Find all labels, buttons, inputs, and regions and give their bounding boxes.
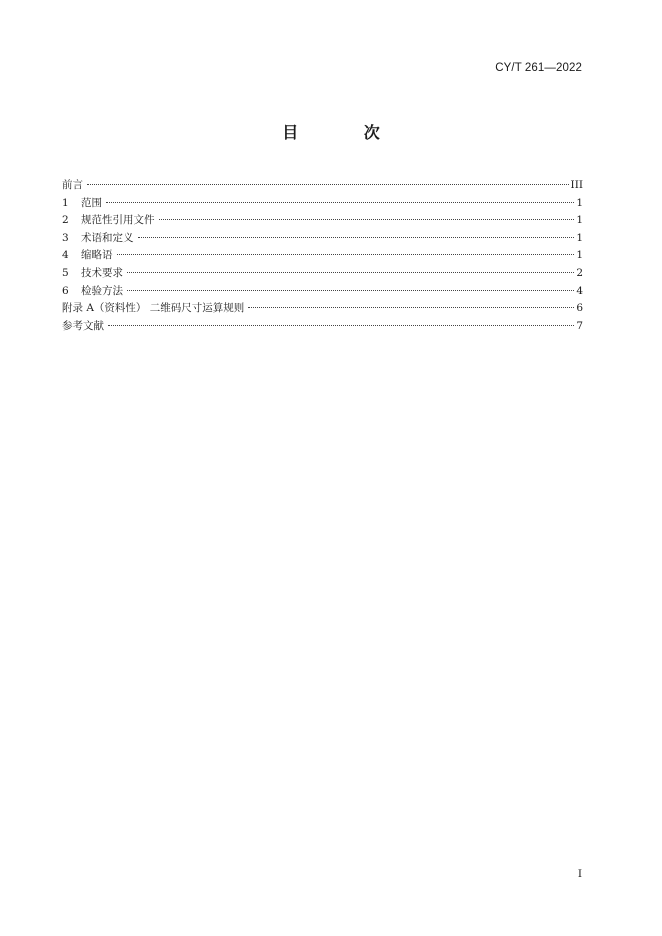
toc-entry-label: 术语和定义 [81, 231, 134, 244]
toc-entry-page: 1 [576, 231, 583, 244]
toc-entry-number: 3 [62, 231, 69, 244]
toc-entry-number: 2 [62, 214, 69, 227]
toc-entry-number: 1 [62, 196, 69, 209]
toc-leader-dots [138, 236, 575, 238]
page-number: I [577, 868, 582, 880]
toc-leader-dots [117, 253, 575, 255]
toc-entry-foreword[interactable] [62, 177, 583, 195]
toc-entry-test-methods[interactable] [62, 283, 583, 301]
toc-leader-dots [127, 271, 574, 273]
toc-entry-number: 6 [62, 284, 69, 297]
toc-entry-page: III [570, 179, 583, 191]
toc-entry-abbreviations[interactable] [62, 247, 583, 265]
toc-entry-number: 5 [62, 266, 69, 279]
toc-entry-page: 4 [576, 284, 583, 297]
toc-entry-page: 7 [576, 319, 583, 332]
toc-entry-page: 1 [576, 196, 583, 209]
toc-entry-label: 规范性引用文件 [81, 214, 155, 227]
toc-entry-number: 4 [62, 249, 69, 262]
toc-entry-label: 范围 [81, 196, 102, 209]
toc-entry-annex-a[interactable] [62, 300, 583, 318]
toc-entry-scope[interactable] [62, 195, 583, 213]
toc-entry-label: 附录 A（资料性） 二维码尺寸运算规则 [62, 302, 245, 315]
toc-entry-label: 缩略语 [81, 249, 113, 262]
toc-leader-dots [248, 306, 574, 308]
toc-entry-page: 1 [576, 249, 583, 262]
toc-entry-page: 2 [576, 266, 583, 279]
document-code: CY/T 261—2022 [495, 62, 582, 74]
toc-entry-page: 1 [576, 214, 583, 227]
toc-entry-label: 参考文献 [62, 319, 104, 332]
toc-entry-page: 6 [576, 302, 583, 315]
toc-entry-terms-definitions[interactable] [62, 230, 583, 248]
toc-leader-dots [159, 218, 575, 220]
toc-entry-label: 技术要求 [81, 266, 123, 279]
toc-leader-dots [87, 183, 569, 185]
toc-leader-dots [106, 201, 574, 203]
table-of-contents [62, 177, 583, 335]
toc-entry-technical-requirements[interactable] [62, 265, 583, 283]
toc-entry-bibliography[interactable] [62, 318, 583, 336]
toc-entry-label: 前言 [62, 179, 83, 191]
toc-entry-normative-references[interactable] [62, 212, 583, 230]
toc-title: 目 次 [282, 123, 410, 142]
toc-entry-label: 检验方法 [81, 284, 123, 297]
toc-leader-dots [127, 289, 574, 291]
toc-leader-dots [108, 324, 574, 326]
